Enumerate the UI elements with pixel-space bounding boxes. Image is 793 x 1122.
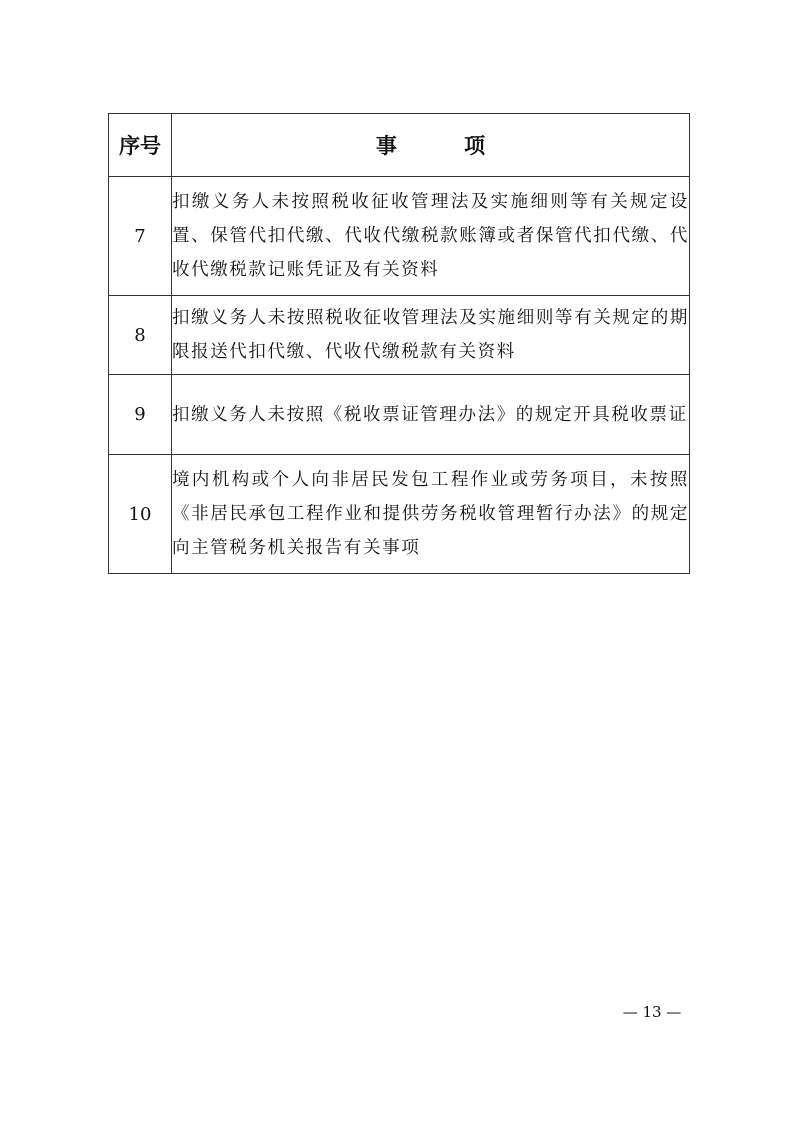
row-number: 8 xyxy=(109,296,172,375)
header-item: 事 项 xyxy=(172,114,690,177)
table-row xyxy=(109,455,690,574)
items-table xyxy=(108,113,690,574)
table-row xyxy=(109,177,690,296)
table-row xyxy=(109,296,690,375)
row-item-text: 境内机构或个人向非居民发包工程作业或劳务项目，未按照《非居民承包工程作业和提供劳务税收管理暂行办法》的规定向主管税务机关报告有关事项 xyxy=(172,455,690,574)
row-number: 7 xyxy=(109,177,172,296)
row-item-text: 扣缴义务人未按照税收征收管理法及实施细则等有关规定的期限报送代扣代缴、代收代缴税款有关资料 xyxy=(172,296,690,375)
table-header-row xyxy=(109,114,690,177)
row-number: 10 xyxy=(109,455,172,574)
header-number: 序号 xyxy=(109,114,172,177)
row-number: 9 xyxy=(109,375,172,455)
table-row xyxy=(109,375,690,455)
page-number: — 13 — xyxy=(622,1003,682,1021)
row-item-text: 扣缴义务人未按照《税收票证管理办法》的规定开具税收票证 xyxy=(172,375,690,455)
row-item-text: 扣缴义务人未按照税收征收管理法及实施细则等有关规定设置、保管代扣代缴、代收代缴税款账簿或者保管代扣代缴、代收代缴税款记账凭证及有关资料 xyxy=(172,177,690,296)
